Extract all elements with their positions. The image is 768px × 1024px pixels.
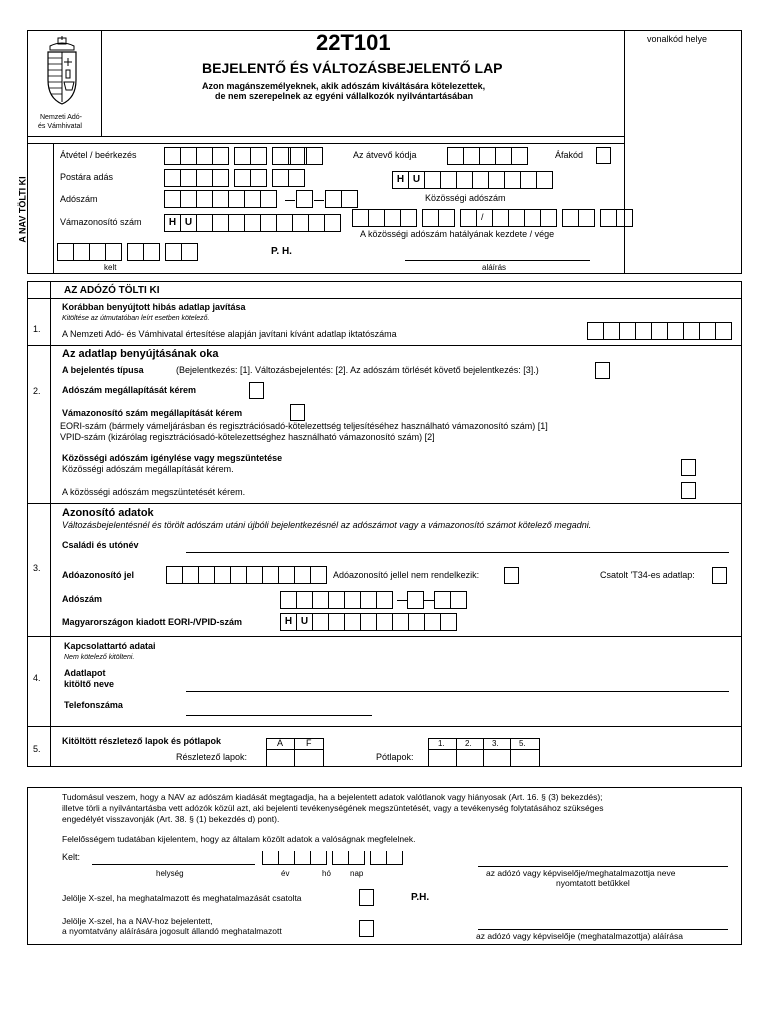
header-bottom-line: [27, 136, 625, 137]
s3-name-label: Családi és utónév: [62, 540, 139, 550]
s4-number: 4.: [33, 673, 41, 683]
decl-nav-reg-2: a nyomtatvány aláírására jogosult állandó meghatalmazott: [62, 926, 282, 936]
decl-line2: illetve törli a nyilvántartásba vett adózók közül azt, aki bejelenti tevékenységének megszüntetését, vagy a tevékenység folytatásához szükséges: [62, 803, 604, 813]
taxpayer-header: AZ ADÓZÓ TÖLTI KI: [64, 285, 160, 296]
s2-customs-request-box[interactable]: [290, 404, 305, 421]
s2-tax-request-box[interactable]: [249, 382, 264, 399]
s5-n2: 2.: [465, 739, 472, 748]
decl-line3: engedélyét visszavonják (Art. 38. § (1) bekezdés d) pont).: [62, 814, 280, 824]
decl-ph-label: P.H.: [411, 892, 430, 903]
decl-rep-name-line[interactable]: [478, 866, 728, 867]
vat-code-label: Áfakód: [555, 150, 584, 160]
decl-line4: Felelősségem tudatában kijelentem, hogy az általam közölt adatok a valóságnak megfelelnek.: [62, 834, 416, 844]
barcode-label: vonalkód helye: [647, 34, 708, 44]
s2-vpid-text: VPID-szám (kizárólag regisztrációsadó-kötelezettséghez használható vámazonosító szám) [2]: [60, 432, 435, 442]
s2-community-request-box[interactable]: [681, 459, 696, 476]
decl-place-label: helység: [156, 869, 184, 878]
community-tax-boxes-top[interactable]: H U: [392, 171, 552, 189]
nav-side-label: A NAV TÖLTI KI: [17, 176, 28, 243]
s3-tax-number-boxes-3[interactable]: [434, 591, 466, 609]
s3-tax-dash-2: [424, 600, 434, 601]
postmark-boxes[interactable]: [164, 169, 304, 187]
decl-date-boxes[interactable]: [262, 851, 402, 865]
s2-community-cancel: A közösségi adószám megszüntetését kérem.: [62, 487, 246, 497]
s3-tax-id-boxes[interactable]: [166, 566, 326, 584]
s2-tax-request-label: Adószám megállapítását kérem: [62, 385, 197, 395]
received-extra-boxes[interactable]: [290, 147, 322, 165]
agency-name-line2: és Vámhivatal: [38, 123, 82, 130]
s5-title: Kitöltött részletező lapok és pótlapok: [62, 736, 222, 746]
s3-t34-box[interactable]: [712, 567, 727, 584]
s5-detail-label: Részletező lapok:: [176, 752, 248, 762]
s5-n3: 3.: [492, 739, 499, 748]
validity-slash: /: [481, 212, 484, 222]
decl-line1: Tudomásul veszem, hogy a NAV az adószám kiadását megtagadja, ha a bejelentett adatok valótlanok vagy hiányosak (Art. 16. § (3) bekezdés);: [62, 792, 603, 802]
tax-number-label-nav: Adószám: [60, 194, 98, 204]
s3-eori-label: Magyarországon kiadott EORI-/VPID-szám: [62, 617, 243, 627]
tax-number-boxes-nav-3[interactable]: [325, 190, 357, 208]
decl-attach-label: Jelölje X-szel, ha meghatalmazott és meghatalmazását csatolta: [62, 893, 302, 903]
taxpayer-header-line: [27, 298, 742, 299]
s3-title: Azonosító adatok: [62, 507, 154, 519]
s5-col-a: A: [277, 738, 284, 748]
s3-bottom-line: [27, 636, 742, 637]
decl-nav-reg-1: Jelölje X-szel, ha a NAV-hoz bejelentett,: [62, 916, 213, 926]
s2-number: 2.: [33, 386, 41, 396]
s5-detail-table[interactable]: [266, 738, 324, 767]
s1-filing-number-boxes[interactable]: [587, 322, 731, 340]
community-end-boxes[interactable]: [492, 209, 632, 227]
decl-rep-name-1: az adózó vagy képviselője/meghatalmazottja neve: [486, 868, 676, 878]
s3-tax-id-label: Adóazonosító jel: [62, 570, 134, 580]
s5-col-f: F: [306, 738, 312, 748]
community-start-boxes[interactable]: [352, 209, 492, 227]
s1-text: A Nemzeti Adó- és Vámhivatal értesítése alapján javítani kívánt adatlap iktatószáma: [62, 329, 397, 339]
nav-top-line: [27, 143, 625, 144]
postmark-label: Postára adás: [60, 172, 114, 182]
s3-number: 3.: [33, 563, 41, 573]
ph-label-nav: P. H.: [271, 246, 292, 257]
decl-day-label: nap: [350, 869, 364, 878]
s4-title: Kapcsolattartó adatai: [64, 641, 156, 651]
s2-community-title: Közösségi adószám igénylése vagy megszüntetése: [62, 453, 283, 463]
s3-tax-number-label: Adószám: [62, 594, 103, 604]
s2-type-box[interactable]: [595, 362, 610, 379]
header-divider-right: [624, 30, 625, 274]
decl-place-line[interactable]: [92, 864, 255, 865]
customs-id-boxes-nav[interactable]: H U: [164, 214, 340, 232]
s2-community-request: Közösségi adószám megállapítását kérem.: [62, 464, 234, 474]
decl-attach-box[interactable]: [359, 889, 374, 906]
s2-eori-text: EORI-szám (bármely vámeljárásban és regisztrációsadó-kötelezettség teljesítéséhez használható vámazonosító szám) [1]: [60, 421, 548, 431]
received-date-boxes[interactable]: [164, 147, 304, 165]
s1-bottom-line: [27, 345, 742, 346]
decl-month-label: hó: [322, 869, 331, 878]
s4-filler-label-2: kitöltő neve: [64, 679, 115, 689]
s4-filler-line[interactable]: [186, 691, 729, 692]
s2-customs-request-label: Vámazonosító szám megállapítását kérem: [62, 408, 243, 418]
decl-signature-label: az adózó vagy képviselője (meghatalmazottja) aláírása: [476, 931, 683, 941]
received-code-boxes[interactable]: [447, 147, 527, 165]
received-code-label: Az átvevő kódja: [353, 150, 417, 160]
s3-name-line[interactable]: [186, 552, 729, 553]
vat-code-box[interactable]: [596, 147, 611, 164]
s4-filler-label-1: Adatlapot: [64, 668, 106, 678]
s2-bottom-line: [27, 503, 742, 504]
decl-signature-line[interactable]: [478, 929, 728, 930]
received-label: Átvétel / beérkezés: [60, 150, 137, 160]
s3-no-tax-id-label: Adóazonosító jellel nem rendelkezik:: [333, 570, 480, 580]
form-title: BEJELENTŐ ÉS VÁLTOZÁSBEJELENTŐ LAP: [202, 60, 503, 76]
s5-n4: 5.: [519, 739, 526, 748]
customs-id-label: Vámazonosító szám: [60, 217, 142, 227]
coat-of-arms-icon: [42, 36, 82, 108]
s3-note: Változásbejelentésnél és törölt adószám utáni újbóli bejelentkezésnél az adószámot vagy a vámazonosító számot kötelező megadni.: [62, 520, 592, 530]
header-divider-left: [101, 30, 102, 136]
form-subtitle-1: Azon magánszemélyeknek, akik adószám kiváltására kötelezettek,: [202, 81, 486, 91]
decl-year-label: év: [281, 869, 290, 878]
date-label-nav: kelt: [104, 263, 117, 272]
tax-dash-2: [314, 200, 324, 201]
s5-n1: 1.: [438, 739, 445, 748]
taxpayer-number-column: [50, 281, 51, 767]
form-subtitle-2: de nem szerepelnek az egyéni vállalkozók nyilvántartásában: [215, 91, 474, 101]
tax-number-boxes-nav[interactable]: [164, 190, 276, 208]
s3-eori-boxes[interactable]: H U: [280, 613, 456, 631]
decl-rep-name-2: nyomtatott betűkkel: [556, 878, 630, 888]
s4-bottom-line: [27, 726, 742, 727]
s1-number: 1.: [33, 324, 41, 334]
s4-phone-label: Telefonszáma: [64, 700, 123, 710]
s4-note: Nem kötelező kitölteni.: [64, 654, 135, 661]
agency-name-line1: Nemzeti Adó-: [40, 114, 83, 121]
s1-note: Kitöltése az útmutatóban leírt esetben kötelező.: [62, 315, 210, 322]
s2-title: Az adatlap benyújtásának oka: [62, 348, 219, 360]
s4-phone-line[interactable]: [186, 715, 372, 716]
form-code: 22T101: [316, 30, 391, 55]
s5-number: 5.: [33, 744, 41, 754]
tax-dash-1: [285, 200, 295, 201]
tax-number-boxes-nav-2[interactable]: [296, 190, 312, 208]
s2-community-cancel-box[interactable]: [681, 482, 696, 499]
s1-title: Korábban benyújtott hibás adatlap javítása: [62, 302, 246, 312]
signature-label-nav: aláírás: [482, 263, 507, 272]
s3-no-tax-id-box[interactable]: [504, 567, 519, 584]
date-boxes-nav[interactable]: [57, 243, 197, 261]
s5-extra-label: Pótlapok:: [376, 752, 414, 762]
s3-tax-dash-1: [397, 600, 407, 601]
signature-line-nav: [405, 260, 590, 261]
s2-type-label: A bejelentés típusa: [62, 365, 144, 375]
s5-extra-table[interactable]: [428, 738, 540, 767]
s2-type-options: (Bejelentkezés: [1]. Változásbejelentés: [2]. Az adószám törlését követő bejelentkezés: [3].): [176, 365, 539, 375]
s3-tax-number-boxes[interactable]: [280, 591, 392, 609]
community-tax-label: Közösségi adószám: [425, 193, 506, 203]
s3-t34-label: Csatolt 'T34-es adatlap:: [600, 570, 695, 580]
nav-side-divider: [53, 143, 54, 274]
community-validity-label: A közösségi adószám hatályának kezdete / vége: [360, 229, 555, 239]
s3-tax-number-boxes-2[interactable]: [407, 591, 423, 609]
decl-kelt-label: Kelt:: [62, 852, 81, 862]
decl-nav-reg-box[interactable]: [359, 920, 374, 937]
